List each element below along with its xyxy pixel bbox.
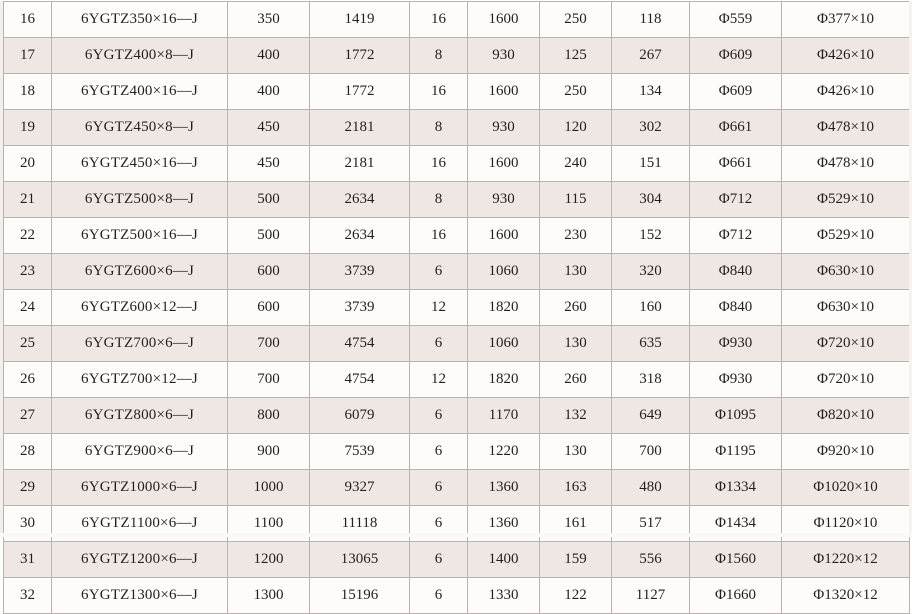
table-cell-c5: 930 <box>468 182 540 218</box>
table-cell-c7: 302 <box>612 110 690 146</box>
table-cell-c2: 800 <box>228 398 310 434</box>
table-cell-c3: 2181 <box>310 146 410 182</box>
table-cell-c4: 16 <box>410 218 468 254</box>
table-row <box>4 362 910 398</box>
table-cell-c6: 240 <box>540 146 612 182</box>
table-row <box>4 578 910 614</box>
table-cell-c7: 160 <box>612 290 690 326</box>
table-cell-c6: 132 <box>540 398 612 434</box>
table-cell-c2: 500 <box>228 182 310 218</box>
table-cell-c8: Φ712 <box>690 182 782 218</box>
table-cell-c4: 16 <box>410 146 468 182</box>
table-cell-model: 6YGTZ600×6—J <box>52 254 228 290</box>
table-cell-c5: 1600 <box>468 218 540 254</box>
table-cell-c8: Φ1195 <box>690 434 782 470</box>
table-cell-model: 6YGTZ700×6—J <box>52 326 228 362</box>
table-cell-c5: 1220 <box>468 434 540 470</box>
table-cell-c2: 500 <box>228 218 310 254</box>
table-cell-c6: 250 <box>540 74 612 110</box>
table-cell-model: 6YGTZ1200×6—J <box>52 542 228 578</box>
page-edge-bottom <box>0 533 912 537</box>
table-cell-c4: 12 <box>410 290 468 326</box>
table-cell-model: 6YGTZ1300×6—J <box>52 578 228 614</box>
table-cell-no: 30 <box>4 506 52 542</box>
table-cell-c7: 1127 <box>612 578 690 614</box>
table-cell-c2: 1100 <box>228 506 310 542</box>
table-row <box>4 38 910 74</box>
table-cell-c6: 250 <box>540 2 612 38</box>
table-cell-c9: Φ377×10 <box>782 2 910 38</box>
table-cell-c8: Φ1560 <box>690 542 782 578</box>
table-cell-c5: 1170 <box>468 398 540 434</box>
table-cell-c2: 1200 <box>228 542 310 578</box>
table-cell-c5: 1600 <box>468 146 540 182</box>
table-cell-c8: Φ1095 <box>690 398 782 434</box>
table-cell-c3: 13065 <box>310 542 410 578</box>
table-cell-no: 27 <box>4 398 52 434</box>
table-cell-no: 23 <box>4 254 52 290</box>
table-row <box>4 218 910 254</box>
table-cell-c9: Φ1220×12 <box>782 542 910 578</box>
table-cell-model: 6YGTZ600×12—J <box>52 290 228 326</box>
table-cell-c6: 159 <box>540 542 612 578</box>
table-cell-c8: Φ559 <box>690 2 782 38</box>
scanned-page <box>0 1 912 603</box>
table-cell-c6: 161 <box>540 506 612 542</box>
table-cell-no: 25 <box>4 326 52 362</box>
table-cell-c6: 230 <box>540 218 612 254</box>
table-cell-model: 6YGTZ400×16—J <box>52 74 228 110</box>
table-cell-c4: 12 <box>410 362 468 398</box>
table-cell-c5: 1060 <box>468 254 540 290</box>
table-cell-c6: 122 <box>540 578 612 614</box>
table-cell-c5: 1820 <box>468 290 540 326</box>
table-cell-c8: Φ1434 <box>690 506 782 542</box>
table-cell-c7: 635 <box>612 326 690 362</box>
table-row <box>4 470 910 506</box>
table-cell-c7: 700 <box>612 434 690 470</box>
table-cell-c5: 1360 <box>468 506 540 542</box>
table-cell-c8: Φ609 <box>690 74 782 110</box>
table-cell-c7: 134 <box>612 74 690 110</box>
table-cell-c6: 163 <box>540 470 612 506</box>
table-cell-c3: 11118 <box>310 506 410 542</box>
table-cell-c8: Φ661 <box>690 146 782 182</box>
table-cell-no: 16 <box>4 2 52 38</box>
table-cell-c7: 320 <box>612 254 690 290</box>
table-cell-c9: Φ720×10 <box>782 362 910 398</box>
table-cell-model: 6YGTZ500×8—J <box>52 182 228 218</box>
table-cell-c8: Φ1660 <box>690 578 782 614</box>
table-cell-c7: 318 <box>612 362 690 398</box>
table-cell-c3: 2181 <box>310 110 410 146</box>
table-cell-c2: 1000 <box>228 470 310 506</box>
table-cell-c7: 267 <box>612 38 690 74</box>
table-cell-c2: 600 <box>228 290 310 326</box>
table-cell-c4: 6 <box>410 578 468 614</box>
table-cell-c8: Φ930 <box>690 362 782 398</box>
table-cell-c6: 260 <box>540 290 612 326</box>
table-cell-c9: Φ426×10 <box>782 38 910 74</box>
table-cell-c4: 6 <box>410 470 468 506</box>
table-row <box>4 146 910 182</box>
table-cell-c9: Φ529×10 <box>782 182 910 218</box>
table-cell-model: 6YGTZ400×8—J <box>52 38 228 74</box>
table-cell-c4: 8 <box>410 110 468 146</box>
table-cell-c4: 8 <box>410 38 468 74</box>
table-cell-c5: 930 <box>468 38 540 74</box>
table-cell-c8: Φ1334 <box>690 470 782 506</box>
table-cell-model: 6YGTZ450×16—J <box>52 146 228 182</box>
table-cell-c8: Φ840 <box>690 290 782 326</box>
table-cell-c8: Φ712 <box>690 218 782 254</box>
table-cell-c7: 649 <box>612 398 690 434</box>
table-cell-c5: 1330 <box>468 578 540 614</box>
table-cell-c4: 6 <box>410 254 468 290</box>
table-cell-c6: 115 <box>540 182 612 218</box>
table-cell-c4: 16 <box>410 2 468 38</box>
table-cell-c9: Φ1020×10 <box>782 470 910 506</box>
table-row <box>4 434 910 470</box>
table-cell-c2: 900 <box>228 434 310 470</box>
table-row <box>4 254 910 290</box>
table-cell-c3: 1419 <box>310 2 410 38</box>
table-cell-c3: 3739 <box>310 290 410 326</box>
table-cell-c4: 6 <box>410 506 468 542</box>
table-cell-c2: 700 <box>228 326 310 362</box>
table-cell-c4: 6 <box>410 398 468 434</box>
table-cell-c2: 450 <box>228 110 310 146</box>
table-cell-c3: 3739 <box>310 254 410 290</box>
table-cell-c6: 125 <box>540 38 612 74</box>
table-cell-c5: 1600 <box>468 74 540 110</box>
table-cell-c5: 1600 <box>468 2 540 38</box>
table-cell-c2: 450 <box>228 146 310 182</box>
table-cell-c8: Φ930 <box>690 326 782 362</box>
table-cell-no: 24 <box>4 290 52 326</box>
table-cell-c3: 2634 <box>310 182 410 218</box>
table-cell-c3: 2634 <box>310 218 410 254</box>
table-row <box>4 290 910 326</box>
table-row <box>4 182 910 218</box>
table-cell-no: 32 <box>4 578 52 614</box>
table-cell-model: 6YGTZ1100×6—J <box>52 506 228 542</box>
table-cell-c6: 130 <box>540 254 612 290</box>
table-cell-c2: 1300 <box>228 578 310 614</box>
table-cell-c6: 120 <box>540 110 612 146</box>
table-cell-c2: 350 <box>228 2 310 38</box>
table-cell-c4: 6 <box>410 434 468 470</box>
table-cell-c9: Φ1320×12 <box>782 578 910 614</box>
table-cell-c5: 1060 <box>468 326 540 362</box>
table-cell-c6: 130 <box>540 434 612 470</box>
table-cell-c7: 118 <box>612 2 690 38</box>
table-cell-c6: 130 <box>540 326 612 362</box>
table-cell-c9: Φ478×10 <box>782 110 910 146</box>
table-cell-no: 19 <box>4 110 52 146</box>
table-cell-c3: 6079 <box>310 398 410 434</box>
table-cell-c7: 151 <box>612 146 690 182</box>
table-cell-c4: 6 <box>410 542 468 578</box>
table-cell-c4: 16 <box>410 74 468 110</box>
table-cell-no: 21 <box>4 182 52 218</box>
table-row <box>4 398 910 434</box>
table-cell-c9: Φ478×10 <box>782 146 910 182</box>
table-cell-c7: 304 <box>612 182 690 218</box>
table-cell-c3: 4754 <box>310 362 410 398</box>
table-cell-c9: Φ1120×10 <box>782 506 910 542</box>
table-cell-c9: Φ920×10 <box>782 434 910 470</box>
table-cell-no: 20 <box>4 146 52 182</box>
table-row <box>4 326 910 362</box>
table-cell-c3: 1772 <box>310 74 410 110</box>
table-cell-model: 6YGTZ900×6—J <box>52 434 228 470</box>
table-cell-c9: Φ630×10 <box>782 254 910 290</box>
table-cell-model: 6YGTZ1000×6—J <box>52 470 228 506</box>
table-cell-c7: 517 <box>612 506 690 542</box>
table-row <box>4 110 910 146</box>
table-cell-c3: 4754 <box>310 326 410 362</box>
table-cell-model: 6YGTZ800×6—J <box>52 398 228 434</box>
page-edge-left <box>0 1 3 537</box>
table-cell-c5: 1360 <box>468 470 540 506</box>
table-cell-c2: 600 <box>228 254 310 290</box>
table-cell-c9: Φ529×10 <box>782 218 910 254</box>
table-cell-c6: 260 <box>540 362 612 398</box>
table-cell-model: 6YGTZ350×16—J <box>52 2 228 38</box>
table-cell-c3: 7539 <box>310 434 410 470</box>
table-cell-model: 6YGTZ500×16—J <box>52 218 228 254</box>
table-row <box>4 542 910 578</box>
table-cell-c4: 6 <box>410 326 468 362</box>
table-cell-c9: Φ426×10 <box>782 74 910 110</box>
table-cell-c8: Φ661 <box>690 110 782 146</box>
table-cell-c9: Φ820×10 <box>782 398 910 434</box>
table-cell-model: 6YGTZ450×8—J <box>52 110 228 146</box>
table-cell-c9: Φ630×10 <box>782 290 910 326</box>
table-cell-no: 31 <box>4 542 52 578</box>
table-cell-c5: 1400 <box>468 542 540 578</box>
table-cell-c7: 556 <box>612 542 690 578</box>
table-cell-no: 17 <box>4 38 52 74</box>
table-cell-c5: 930 <box>468 110 540 146</box>
table-cell-no: 26 <box>4 362 52 398</box>
table-cell-c9: Φ720×10 <box>782 326 910 362</box>
table-cell-c3: 15196 <box>310 578 410 614</box>
table-cell-c4: 8 <box>410 182 468 218</box>
table-cell-no: 29 <box>4 470 52 506</box>
table-cell-c5: 1820 <box>468 362 540 398</box>
table-cell-c8: Φ840 <box>690 254 782 290</box>
table-cell-no: 18 <box>4 74 52 110</box>
table-row <box>4 74 910 110</box>
table-cell-model: 6YGTZ700×12—J <box>52 362 228 398</box>
table-cell-c7: 152 <box>612 218 690 254</box>
specification-table <box>3 1 910 614</box>
table-cell-c8: Φ609 <box>690 38 782 74</box>
table-cell-c2: 700 <box>228 362 310 398</box>
table-cell-c2: 400 <box>228 74 310 110</box>
table-cell-c7: 480 <box>612 470 690 506</box>
table-cell-c3: 1772 <box>310 38 410 74</box>
table-cell-no: 22 <box>4 218 52 254</box>
table-cell-c2: 400 <box>228 38 310 74</box>
table-cell-no: 28 <box>4 434 52 470</box>
table-cell-c3: 9327 <box>310 470 410 506</box>
table-row <box>4 2 910 38</box>
